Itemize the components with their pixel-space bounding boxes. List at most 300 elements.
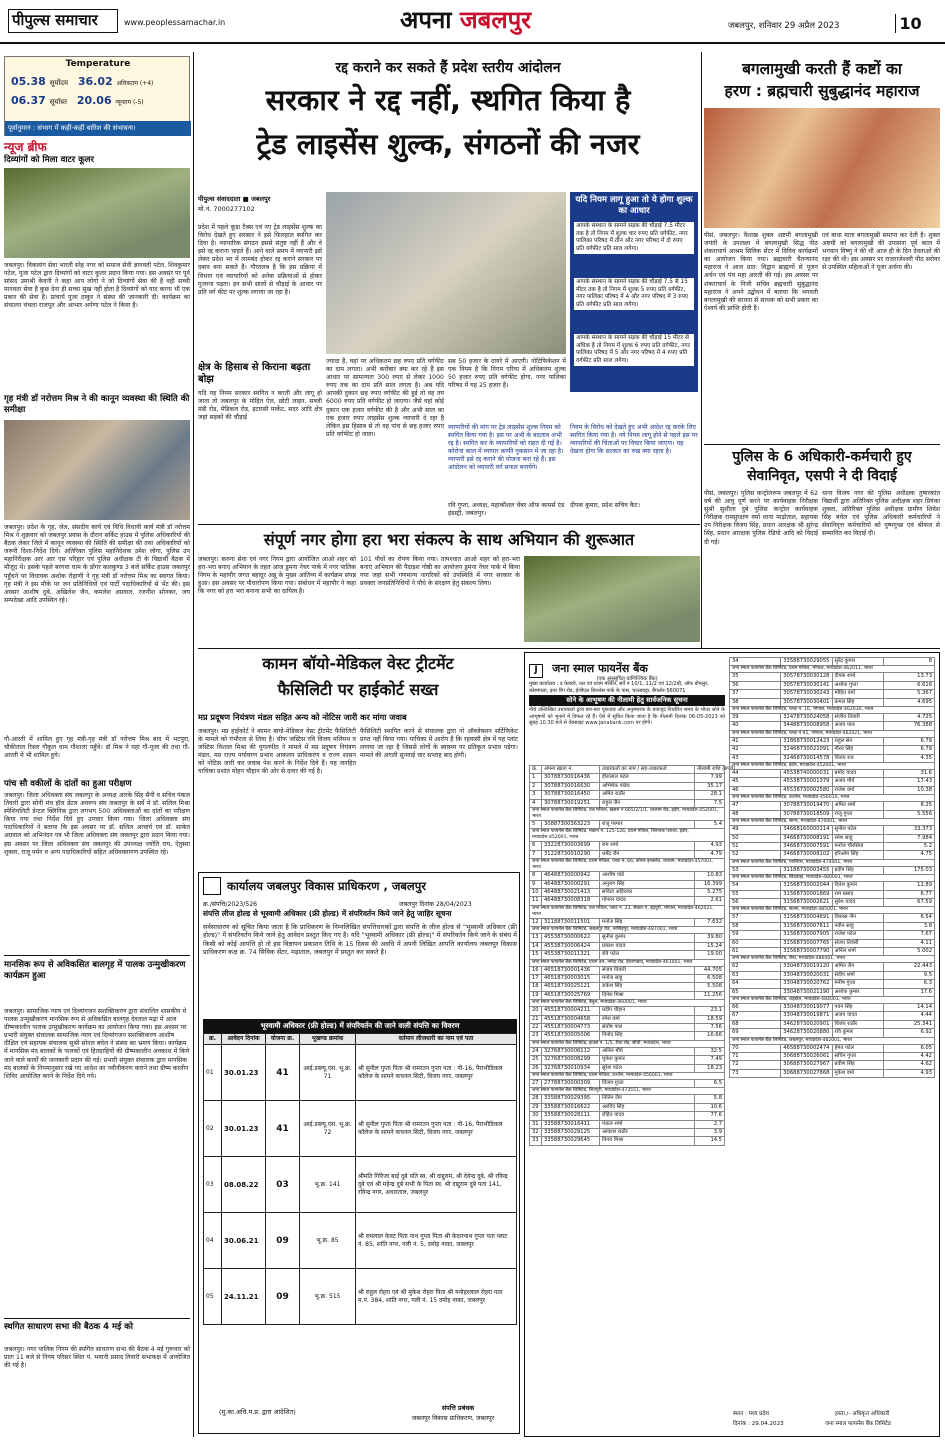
cell: पवन सिंह: [832, 1004, 883, 1012]
cell: 13.73: [883, 673, 934, 681]
quote-deepak-kumar: नियम के विरोध को देखते हुए अभी आदेश रद्द करके लिए स्थगित किया गया है। नये नियम लागू होने से पहले इस पर व्यापारियों की चिंताओं पर विचार किया जाएगा। यह देखना होगा कि सरकार का रुख क्या रहता है।: [570, 424, 698, 456]
lead-headline-2: ट्रेड लाइसेंस शुल्क, संगठनों की नजर: [256, 127, 640, 161]
table-row: [530, 1064, 725, 1072]
cell: 8: [883, 658, 934, 666]
cell: 24: [530, 1047, 542, 1055]
cell: 30788730019470: [781, 802, 832, 810]
cell: 28: [530, 1095, 542, 1103]
cell: राजेश वर्मा: [832, 786, 883, 794]
branch-address-row: [730, 997, 935, 1004]
branch-address-row: [730, 730, 935, 737]
cell: 8.25: [883, 802, 934, 810]
cell: 30788730018509: [781, 810, 832, 818]
cell: राकेश सिंह: [600, 983, 695, 991]
jda-notice-heading: संपत्ति लीज होल्ड से भूस्वामी अधिकार (फ्री होल्ड) में संपरिवर्तन किये जाने हेतु जाहिर सूचना: [203, 909, 452, 918]
cell: 16.66: [695, 1032, 725, 1040]
cell: 6.77: [883, 890, 934, 898]
cell: 33048730019120: [781, 963, 832, 971]
brief-text-4: जबलपुर। जिला अधिवक्ता संघ जबलपुर के अध्यक्ष आरके सिंह सैनी व सचिव पंकज तिवारी द्वारा सोनी मंच हॉल डेंटल अवरूप संघ जबलपुर के सर्वे मे डॉ. सलिल मिश्रा स्पेशियलिटी डेन्टल क्लिनिक द्वारा लगभग 500 अधिवक्ताओं का दांतों का परीक्षण किया गया तथा निर्देश दिये हुए उपचार किया गया। जिला अधिवक्ता संघ पदाधिकारियों ने बताया कि इस अवसर पर डॉ. सलिल आचार्य एवं डॉ. साकेत अग्रवाल को अभिनंदन पत्र भी जिला अधिवक्ता संघ जबलपुर द्वारा प्रदान किया गया। इस अवसर पर जिला अधिवक्ता संघ जबलपुर की उपाध्यक्ष ज्योति राय, ऐतुस्था शुक्ला, राजू वर्मन व अन्य पदाधिकारियों सहित अधिवक्तागण उपस्थित रहे।: [4, 792, 190, 856]
cell: 3.9: [695, 1129, 725, 1137]
cell: पंकज शर्मा: [600, 1120, 695, 1128]
cell: 6.54: [883, 914, 934, 922]
table-row: [730, 754, 935, 762]
table-row: [730, 980, 935, 988]
cell: विजय गुप्ता: [600, 1079, 695, 1087]
brief-headline-3: पांच सौ वकीलों के दांतों का हुआ परीक्षण: [4, 779, 132, 789]
branch-address: जना स्माल फायनेंस बैंक लिमिटेड, प्लाट नं. 16, भोपाल, मध्यप्रदेश-462030, भारत: [730, 707, 935, 714]
cell: 23.1: [695, 1007, 725, 1015]
cell: हीरालाल पटेल: [600, 774, 695, 782]
table-row: [730, 1069, 935, 1077]
col-sr: क्र.: [530, 766, 542, 774]
photo-water-cooler: [4, 168, 190, 258]
cell: 73: [730, 1069, 781, 1077]
table-row: [530, 1079, 725, 1087]
cell: 6.92: [883, 1029, 934, 1037]
jda-table-header: [204, 1034, 517, 1045]
table-row: [730, 1004, 935, 1012]
table-row: [730, 778, 935, 786]
cell: 46588730002474: [781, 1044, 832, 1052]
cell: 2.7: [695, 1120, 725, 1128]
branch-address: जना स्माल फायनेंस बैंक लिमिटेड, इंदौर, मध्यप्रदेश-452001, भारत: [730, 763, 935, 770]
cell: 30788730016436: [542, 774, 600, 782]
cell: 33.373: [883, 826, 934, 834]
cell: 34668730008191: [781, 834, 832, 842]
website-url[interactable]: www.peoplessamachar.in: [124, 18, 226, 27]
cell: आशीष पांडे: [600, 872, 695, 880]
table-row: [530, 951, 725, 959]
table-row: [730, 971, 935, 979]
lead-kicker: रद्द कराने कर सकते हैं प्रदेश स्तरीय आंदोलन: [335, 60, 561, 76]
cell: 30: [530, 1112, 542, 1120]
table-row: [530, 799, 725, 807]
cell: रोहित यादव: [600, 1112, 695, 1120]
cell: 34628730020901: [781, 1020, 832, 1028]
cell: 46488730000291: [542, 880, 600, 888]
cell: 45538740000031: [781, 770, 832, 778]
cell: 59: [730, 931, 781, 939]
table-row: [730, 690, 935, 698]
cell: संदीप शर्मा: [832, 971, 883, 979]
cell: 19: [530, 991, 542, 999]
cell: 31568730007790: [781, 947, 832, 955]
cell: 5.367: [883, 690, 934, 698]
cell: 32768730010934: [542, 1064, 600, 1072]
cell: 5.002: [883, 947, 934, 955]
cell: 38: [730, 698, 781, 706]
cell: 19.00: [695, 951, 725, 959]
cell: 31568730002044: [781, 882, 832, 890]
cell: 26: [530, 1064, 542, 1072]
jana-sign-2: जना स्माल फायनेंस बैंक लिमिटेड: [825, 1421, 891, 1427]
cell: श्री रामलाल केवट पिता नाथ गुप्ता पिता श्री केदारनाथ गुप्ता पता प्लाट नं. 85, शांति नगर, गली नं. 5, दमोह नाका, जबलपुर: [356, 1213, 517, 1269]
cell: संजीव तिवारी: [832, 714, 883, 722]
cell: 30688730026061: [781, 1053, 832, 1061]
branch-address-row: [530, 808, 725, 821]
cell: रमेश वर्मा: [600, 1015, 695, 1023]
waste-col-1: जबलपुर। मप्र हाईकोर्ट ने कामन बायो-मेडिकल वेस्ट ट्रीटमेंट फैसिलिटी के मामले को गंभीरता से लिया है। चीफ जस्टिस रवि विजय मलिमथ व जस्टिस विशाल मिश्रा की युगलपीठ ने मामले में मप्र प्रदूषण नियंत्रण मंडल, मप्र राज्य पर्यावरण प्रभाव आकलन प्राधिकरण व राज्य शासन को नोटिस जारी कर जवाब पेश करने के निर्देश दिये हैं। यह जनहित याचिका प्रशांत मोहन चौहान की ओर से दायर की गई है।: [198, 728, 356, 776]
cell: 30.01.23: [222, 1045, 266, 1101]
table-row: [530, 1056, 725, 1064]
cell: विजय राठौर: [832, 1020, 883, 1028]
issue-date: जबलपुर, शनिवार 29 अप्रैल 2023: [728, 21, 840, 31]
cell: 25.341: [883, 1020, 934, 1028]
green-headline: संपूर्ण नगर होगा हरा भरा संकल्प के साथ अभियान की शुरूआत: [263, 530, 635, 549]
cell: 46518730025769: [542, 991, 600, 999]
baglamukhi-headline-2: हरण : ब्रह्मचारी सुबुद्धानंद महाराज: [724, 82, 920, 100]
cell: 32: [530, 1129, 542, 1137]
cell: 04: [204, 1213, 222, 1269]
cell: 2: [530, 782, 542, 790]
baglamukhi-headline-1: बगलामुखी करती हैं कष्टों का: [742, 60, 902, 78]
cell: 3: [530, 791, 542, 799]
cell: 65: [730, 988, 781, 996]
cell: 45518730004773: [542, 1023, 600, 1031]
cell: 43: [730, 754, 781, 762]
table-row: [730, 737, 935, 745]
table-row: [530, 850, 725, 858]
table-row: [530, 897, 725, 905]
table-row: [530, 821, 725, 829]
cell: 51: [730, 842, 781, 850]
cell: 7.632: [695, 918, 725, 926]
table-row: [530, 934, 725, 942]
jda-property-table: [203, 1033, 517, 1325]
cell: राजू परमार: [600, 821, 695, 829]
jana-address: मुख्य कार्यालय : द फेयरवे, तल एवं प्रथम मंजिल, सर्वे नं 10/1, 11/2 एवं 12/2बी, ऑफ डोमलुर, कोरमंगला, इनर रिंग रोड, ईजीएल बिजनेस पार्क के पास, चल्लाघट्टा, बैंगलोर-560071: [529, 681, 709, 694]
cell: 56: [730, 898, 781, 906]
cell: 6.05: [883, 1044, 934, 1052]
cell: 67.59: [883, 898, 934, 906]
branch-address-row: [730, 875, 935, 882]
jana-notice-text: नीचे उल्लिखित उधारकर्ता द्वारा बार-बार पूछताछ और अनुस्मारक के बावजूद निर्धारित समय के भीतर सोने के आभूषणों को भुनाने में विफल रहे हैं। ऐसे में सूचित किया जाता है कि नीलामी दिनांक 06-05-2023 को सुबह 10.30 बजे से वेबसाइट www.janabank.com पर होगी।: [529, 707, 725, 727]
cell: 30688730027868: [781, 1069, 832, 1077]
cell: 30788730019251: [542, 799, 600, 807]
cell: भू.क्र. 515: [300, 1269, 356, 1325]
cell: 11.256: [695, 991, 725, 999]
table-row: [730, 898, 935, 906]
cell: विजय राव: [832, 754, 883, 762]
cell: 12: [530, 918, 542, 926]
cell: सुरेश यादव: [832, 898, 883, 906]
cell: 39.80: [695, 934, 725, 942]
cell: 14.14: [883, 1004, 934, 1012]
cell: आकाश राठौर: [600, 1129, 695, 1137]
cell: अनिल शर्मा: [832, 947, 883, 955]
branch-address-row: [730, 795, 935, 802]
table-row: [730, 914, 935, 922]
table-row: [204, 1101, 517, 1157]
branch-address: जना स्माल फायनेंस बैंक लिमिटेड, सागर, मध्यप्रदेश-470001, भारत: [730, 819, 935, 826]
branch-address: जना स्माल फायनेंस बैंक लिमिटेड, प्रथम मंजिल, प्लाट नं. 66, कोरल इनक्लेव, रतलाम, मध्यप्रदेश-457001, भारत: [530, 859, 725, 872]
branch-address: जना स्माल फायनेंस बैंक लिमिटेड, हाउस नं. 1/5, रीवा रोड, सीधी, मध्यप्रदेश, भारत: [530, 1040, 725, 1047]
cell: 33048730019871: [781, 1012, 832, 1020]
table-row: [530, 774, 725, 782]
jana-bank-notice: [524, 652, 940, 1437]
cell: 64: [730, 980, 781, 988]
cell: राजेश पटेल: [832, 931, 883, 939]
table-row: [730, 931, 935, 939]
cell: अभिषेक पांडेय: [600, 782, 695, 790]
table-row: [730, 786, 935, 794]
cell: 66: [730, 1004, 781, 1012]
cell: 30578730030243: [781, 690, 832, 698]
police-headline: पुलिस के 6 अधिकारी-कर्मचारी हुए सेवानिवृत, एसपी ने दी विदाई: [732, 449, 912, 484]
table-row: [530, 1032, 725, 1040]
table-row: [530, 1015, 725, 1023]
table-row: [730, 826, 935, 834]
jda-notice-text: सर्वसाधारण को सूचित किया जाता है कि प्राधिकरण के निम्नलिखित संपत्तिधारकों द्वारा संपत्ति के लीज होल्ड से "भूस्वामी अधिकार (फ्री होल्ड)" में संपरिवर्तन किये जाने हेतु आवेदन प्रस्तुत किए गए है। यदि "भूस्वामी अधिकार (फ्री होल्ड)" में संपरिवर्तन किये जाने के संबंध में किसी को कोई आपत्ति हो तो इस विज्ञापन प्रकाशन तिथि के 15 दिवस की अवधि में अपनी लिखित आपत्ति कार्यालय जबलपुर विकास प्राधिकरण कक्ष क्र. 74 सिविक सेंटर, मढ़ाताल, जबलपुर में प्रस्तुत कर सकते है।: [203, 923, 517, 957]
lead-byline: पीपुल्स संवाददाता ■ जबलपुर: [198, 195, 271, 203]
cell: 27: [530, 1079, 542, 1087]
table-row: [530, 791, 725, 799]
waste-headline-2: फैसिलिटी पर हाईकोर्ट सख्त: [277, 680, 439, 699]
branch-address-row: [530, 829, 725, 842]
cell: 33588730016411: [542, 1120, 600, 1128]
jda-sign-left: (मु.का.अधि.म.प्र. द्वारा आदेशित): [219, 1408, 296, 1416]
cell: 45538730006424: [542, 942, 600, 950]
cell: 55: [730, 890, 781, 898]
cell: दिनेश कुमार: [832, 882, 883, 890]
cell: 4.11: [883, 939, 934, 947]
cell: 4.44: [883, 1012, 934, 1020]
cell: सुरेंद्र कुमार: [832, 658, 883, 666]
table-row: [204, 1045, 517, 1101]
table-row: [730, 722, 935, 730]
table-row: [730, 866, 935, 874]
branch-address: जना स्माल फायनेंस बैंक लिमिटेड, छिंदवाड़ा, मध्यप्रदेश-480001, भारत: [730, 875, 935, 882]
table-row: [730, 770, 935, 778]
cell: 33: [530, 1137, 542, 1145]
table-row: [530, 872, 725, 880]
col-plot: भूखण्ड क्रमांक: [300, 1034, 356, 1045]
cell: 33588730029055: [781, 658, 832, 666]
cell: प्रदीप सिंह: [832, 866, 883, 874]
brief-text-3: गौ-आरती में शामिल हुए गृह मंत्री-गृह मंत्री डॉ नरोत्तम मिश्र बाद में भटपुरा, चौकीताल रिस्ता गौकुल धाम गौशाला पहुँचे। डॉ मिश्र ने यहां गौ-पूजा की तथा गौ-आरती में भी शामिल हुये।: [4, 736, 190, 760]
cell: 34628730020880: [781, 1029, 832, 1037]
branch-address-row: [730, 859, 935, 866]
cell: 08.08.22: [222, 1157, 266, 1213]
cell: 76.388: [883, 722, 934, 730]
cell: 4.93: [695, 842, 725, 850]
cell: प्रमोद यादव: [832, 770, 883, 778]
cell: 28.1: [695, 791, 725, 799]
table-row: [530, 1047, 725, 1055]
cell: 18.23: [695, 1064, 725, 1072]
table-row: [530, 1103, 725, 1111]
cell: 67: [730, 1012, 781, 1020]
masthead: [0, 0, 945, 44]
table-row: [204, 1157, 517, 1213]
quote-ravi-gupta-author: रवि गुप्ता, अध्यक्ष, महाकौशल चेंबर ऑफ कामर्स एंड इंडस्ट्री, जबलपुर।: [448, 502, 565, 518]
cell: 33588730029395: [542, 1095, 600, 1103]
cell: 7.99: [695, 774, 725, 782]
lead-col-2: यदि यह नियम सरकार स्थगित न करती और लागू हो जाता तो जबलपुर के मोहित ऐल, छोटी लाइन, सब्जी मंडी रोड, मेडिकल रोड, इटारसी मार्केट, सदर आदि क्षेत्र जहां सड़कों की चौड़ाई: [198, 390, 322, 422]
cell: दिनेश मिश्रा: [600, 991, 695, 999]
cell: 23: [530, 1032, 542, 1040]
cell: 18.59: [695, 1015, 725, 1023]
cell: 17.6: [883, 988, 934, 996]
cell: 41: [266, 1045, 300, 1101]
table-row: [730, 714, 935, 722]
cell: 45538730011321: [542, 951, 600, 959]
cell: 175.03: [883, 866, 934, 874]
cell: 31228730010290: [542, 850, 600, 858]
photo-home-minister: [4, 420, 190, 520]
branch-address: जना स्माल फायनेंस बैंक लिमिटेड, तल मंजिल, खसरा नं 665/2/1/1, रतलाम रोड, इंदौर, मध्यप्रदेश-452001, भारत: [530, 808, 725, 821]
cell: 60: [730, 939, 781, 947]
cell: 34668730008102: [781, 851, 832, 859]
branch-address: जना स्माल फायनेंस बैंक लिमिटेड, रीवा, मध्यप्रदेश-486001, भारत: [730, 956, 935, 963]
cell: राहुल सेन: [832, 737, 883, 745]
cell: सुनील कुमार: [600, 934, 695, 942]
table-row: [530, 889, 725, 897]
photo-baglamukhi-puja: [704, 108, 940, 228]
col-account: अपना खाता नं.: [542, 766, 600, 774]
jda-title: कार्यालय जबलपुर विकास प्राधिकरण , जबलपुर: [227, 879, 426, 893]
table-row: [730, 1029, 935, 1037]
cell: 09: [266, 1213, 300, 1269]
cell: 46488730021413: [542, 889, 600, 897]
cell: 3.8: [883, 922, 934, 930]
cell: 25: [530, 1056, 542, 1064]
cell: दीपक शर्मा: [832, 673, 883, 681]
cell: राम प्रसाद: [832, 890, 883, 898]
cell: अनुराग सिंह: [600, 880, 695, 888]
cell: 31.6: [883, 770, 934, 778]
cell: मनोज सिंह: [600, 918, 695, 926]
cell: 31568730007905: [781, 931, 832, 939]
cell: 29: [530, 1103, 542, 1111]
cell: सुरेश पटेल: [600, 1064, 695, 1072]
col-scheme: योजना क्र.: [266, 1034, 300, 1045]
cell: 32768730008299: [542, 1056, 600, 1064]
cell: 63: [730, 971, 781, 979]
cell: अरविंद सिंह: [600, 1103, 695, 1111]
cell: रवि कुमार: [832, 1029, 883, 1037]
cell: 09: [266, 1269, 300, 1325]
cell: 31568730002621: [781, 898, 832, 906]
cell: 30788730016450: [542, 791, 600, 799]
cell: 6.79: [883, 746, 934, 754]
table-row: [730, 988, 935, 996]
branch-address: जना स्माल फायनेंस बैंक लिमिटेड, प्रथम मंजिल, भोपाल, मध्यप्रदेश-462011, भारत: [730, 666, 935, 673]
cell: भू.क्र. 141: [300, 1157, 356, 1213]
branch-address: जना स्माल फायनेंस बैंक लिमिटेड, शिवपुरी, मध्यप्रदेश-473551, भारत: [530, 1088, 725, 1095]
table-row: [730, 810, 935, 818]
green-col-1: जबलपुर। करुना सेवा एवं नगर निगम द्वारा आयोजित आओ शहर को हरा-भरा बनाए अभियान के तहत आज डुमना नेचर पार्क में नगर पालिक निगम के महापौर जगत बहादुर अन्नू के मुख्य आतिथ्य में कार्यक्रम संपन्न हुआ। इस अवसर पर पौधारोपण किया गया। संबोधन में महापौर ने कहा कि नगर को हरा भरा बनाना सभी का दायित्व है।: [198, 556, 356, 596]
table-row: [730, 1012, 935, 1020]
cell: सविता अहिरवार: [600, 889, 695, 897]
cell: विनोद सिंह: [600, 1032, 695, 1040]
table-row: [730, 851, 935, 859]
weather-box: [4, 56, 190, 136]
cell: 45538730002580: [781, 786, 832, 794]
branch-address: जना स्माल फायनेंस बैंक लिमिटेड, तल मंजिल, प्लाट नं. 23, सेक्टर-ए, इंद्रपुरी, भोपाल, मध्यप्रदेश-462021, भारत: [530, 905, 725, 918]
cell: 32.5: [695, 1047, 725, 1055]
cell: सुनील पटेल: [832, 826, 883, 834]
cell: 7.5: [695, 799, 725, 807]
jda-logo: [203, 877, 221, 895]
col-amount: नीलामी राशि (रुपये): [695, 766, 725, 774]
cell: 6.616: [883, 681, 934, 689]
branch-address-row: [730, 956, 935, 963]
branch-address: जना स्माल फायनेंस बैंक लिमिटेड, शहडोल, मध्यप्रदेश-484001, भारत: [730, 997, 935, 1004]
cell: आई.डब्ल्यू.एस. भू.क्र. 72: [300, 1101, 356, 1157]
branch-address-row: [730, 819, 935, 826]
brief-text-5: जबलपुर। सामाजिक न्याय एवं दिव्यांगजन सशक्तिकरण द्वारा संचालित शासकीय मे पालक उन्मुखीकरण मानसिक रूप से अविकसित बालगृह देवताल मढ़ा में आज ग्रीष्मकालीन पालक उन्मुखीकरण कार्यक्रम का आयोजन किया गया। इस अवसर पर प्रभारी संयुक्त संचालक सामाजिक न्याय एवं दिव्यांगजन सशक्तिकरण आशीष दीक्षित एवं सहायक संचालक सुश्री सोनल बघेल ने संस्था का भ्रमण किया। कार्यक्रम में मानसिक मंद बालकों के पालकों एवं हितग्राहियों की ग्रीष्मकालीन अवकाश में किये जाने वाले कार्यों की जानकारी प्रदान की गई। प्रभारी संयुक्त संचालक द्वारा मानसिक मंद बालकों के नियमानुसार रखे गए आदेश का नवीनीकरण कराने तथा ग्रीष्म कालीन शिविर आयोजित करने के निर्देश दिये गये।: [4, 1008, 190, 1080]
table-row: [530, 1007, 725, 1015]
cell: 40: [730, 722, 781, 730]
cell: 54: [730, 882, 781, 890]
table-row: [730, 947, 935, 955]
cell: 45518730004211: [542, 1007, 600, 1015]
cell: रवि पटेल: [600, 951, 695, 959]
cell: 68: [730, 1020, 781, 1028]
cell: अमित जैन: [832, 963, 883, 971]
cell: 44.705: [695, 966, 725, 974]
baglamukhi-col-2: एवं बाधा माता बगलामुखी समाप्त कर देती है। शुक्ल अष्टमी को बगलामुखी की उपासना पूर्व काल में भगवान विष्णु ने की थी आज ही के दिन देवताओं की रक्षा की थी। इस अवसर पर राजराजेश्वरी पीठ सरोवर से उपस्थित महिलाओं ने पूजा अर्चना की।: [822, 232, 940, 272]
cell: श्री राहुल रोहरा एवं श्री मुकेश रोहरा पिता श्री मनोहरलाल रोहरा पता म.नं. 384, शांति नगर, गली नं. 15 दमोह नाका, जबलपुर: [356, 1269, 517, 1325]
cell: हरिओम सिंह: [832, 851, 883, 859]
cell: 30578730030128: [781, 673, 832, 681]
cell: 6.79: [883, 737, 934, 745]
section-title-b: जबलपुर: [459, 6, 532, 34]
cell: 6.3: [883, 980, 934, 988]
cell: मोहित वर्मा: [832, 690, 883, 698]
table-row: [530, 1112, 725, 1120]
cell: मनोज साहू: [600, 974, 695, 982]
cell: 62: [730, 963, 781, 971]
jana-tagline: (एक अनुसूचित वाणिज्यिक बैंक): [596, 676, 658, 682]
table-row: [730, 681, 935, 689]
cell: सचिन गुप्ता: [832, 1053, 883, 1061]
cell: श्री सुनील गुप्ता पिता श्री रामरतन गुप्ता पता : पी-16, पैराभीडिकल कॉलेज के सामने कचनार सिटी, विजय नगर, जबलपुर: [356, 1101, 517, 1157]
cell: 69: [730, 1029, 781, 1037]
cell: आई.डब्ल्यू.एस. भू.क्र. 71: [300, 1045, 356, 1101]
cell: 46: [730, 786, 781, 794]
cell: 46518730025121: [542, 983, 600, 991]
cell: 5.2: [883, 842, 934, 850]
cell: 33588730028111: [542, 1112, 600, 1120]
cell: धर्मेंद्र जैन: [600, 850, 695, 858]
cell: 45518730004658: [542, 1015, 600, 1023]
cell: नवीन साहू: [832, 922, 883, 930]
cell: 17: [530, 974, 542, 982]
cell: 5.508: [695, 983, 725, 991]
cell: 5.556: [883, 810, 934, 818]
cell: राजू गुप्ता: [832, 810, 883, 818]
table-row: [730, 890, 935, 898]
cell: 15.24: [695, 942, 725, 950]
sunrise-time: 05.38: [11, 75, 46, 88]
cell: 22: [530, 1023, 542, 1031]
cell: मनोज चौरसिया: [832, 842, 883, 850]
cell: राहुल जैन: [600, 799, 695, 807]
cell: प्रवीण सिंह: [832, 1061, 883, 1069]
cell: 4.75: [883, 851, 934, 859]
cell: 61: [730, 947, 781, 955]
cell: हेमंत पटेल: [832, 1044, 883, 1052]
table-row: [530, 842, 725, 850]
cell: 8: [530, 872, 542, 880]
lead-col-4: सब 50 हजार के दायरे में आएगी। नोटिफिकेशन में एक नियम है कि निगम एरिया में अधिकतम शुल्क 50 हजार रुपए प्रति वर्गफीट होगा, नगर पालिका परिषद में यह 25 हजार है।: [448, 358, 566, 390]
weather-title: Temperature: [65, 59, 131, 69]
cell: 70: [730, 1044, 781, 1052]
max-temp: 36.02: [77, 75, 113, 88]
cell: कमल सिंह: [832, 698, 883, 706]
